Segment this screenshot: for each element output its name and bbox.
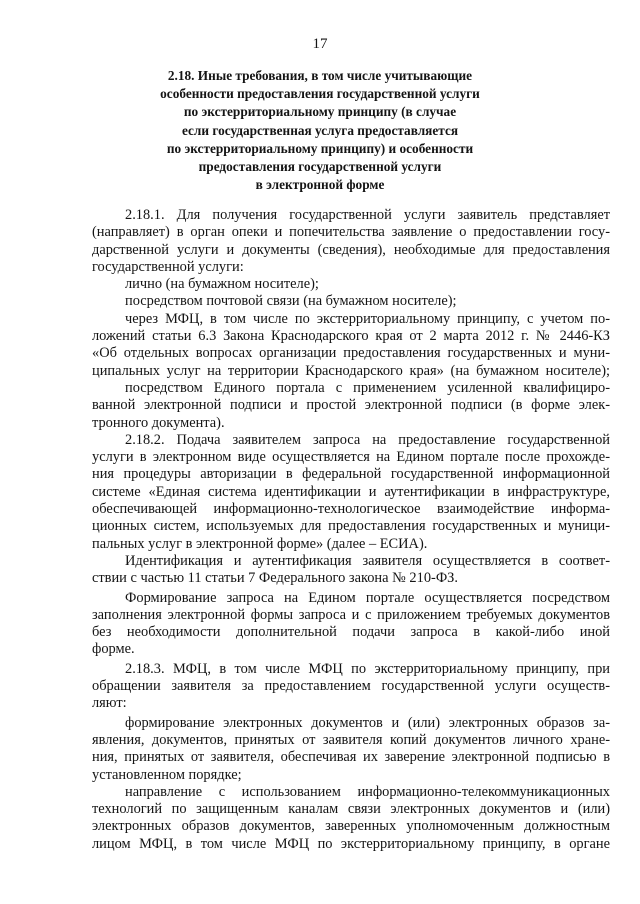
text-line: системе «Единая система идентификации и аутентификации в инфраструктуре,	[92, 483, 610, 500]
section-heading	[60, 67, 580, 194]
heading-line: 2.18. Иные требования, в том числе учитывающие	[167, 68, 473, 83]
text-line: ционных систем, используемых для предоставления государственных и муници-	[92, 518, 610, 535]
text-line: заполнения электронной формы запроса и с приложением требуемых документов	[92, 606, 610, 623]
text-line: дарственной услуги и документы (сведения), необходимые для предоставления	[92, 241, 610, 258]
text-line: посредством Единого портала с применением усиленной квалифициро-	[125, 379, 610, 396]
body-text	[92, 207, 610, 853]
text-line: ложений статьи 6.3 Закона Краснодарского края от 2 марта 2012 г. № 2446-КЗ	[92, 328, 610, 345]
text-line: 2.18.3. МФЦ, в том числе МФЦ по экстерриториальному принципу, при	[125, 660, 610, 677]
heading-line: если государственная услуга предоставляется	[181, 122, 459, 138]
heading-line: особенности предоставления государственной услуги	[160, 86, 480, 102]
heading-line: в электронной форме	[255, 177, 385, 193]
text-line: установленном порядке;	[92, 766, 242, 783]
text-line: формирование электронных документов и (или) электронных образов за-	[125, 714, 610, 731]
text-line: обеспечивающей информационно-технологическое взаимодействие информа-	[92, 501, 610, 518]
text-line: через МФЦ, в том числе по экстерриториальному принципу, с учетом по-	[125, 310, 610, 327]
heading-line: предоставления государственной услуги	[198, 159, 442, 175]
text-line: (направляет) в орган опеки и попечительства заявление о предоставлении госу-	[92, 224, 610, 241]
text-line: ванной электронной подписи и простой электронной подписи (в форме элек-	[92, 397, 610, 414]
text-line: ципальных услуг на территории Краснодарского края» (на бумажном носителе);	[92, 362, 610, 379]
text-line: лицом МФЦ, в том числе МФЦ по экстерриториальному принципу, в органе	[92, 835, 610, 852]
text-line: «Об отдельных вопросах организации предоставления государственных и муни-	[92, 345, 610, 362]
text-line: ния процедуры авторизации в федеральной государственной информационной	[92, 466, 610, 483]
text-line: тронного документа).	[92, 414, 225, 431]
text-line: Формирование запроса на Едином портале осуществляется посредством	[125, 589, 610, 606]
text-line: государственной услуги:	[92, 258, 244, 275]
heading-line: по экстерриториальному принципу (в случае	[183, 104, 457, 120]
heading-line: по экстерриториальному принципу) и особенности	[166, 140, 474, 156]
text-line: технологий по защищенным каналам связи электронных документов и (или)	[92, 801, 610, 818]
text-line: обращении заявителя за предоставлением государственной услуги осуществ-	[92, 678, 610, 695]
text-line: явления, документов, принятых от заявителя копий документов личного хране-	[92, 731, 610, 748]
text-line: 2.18.2. Подача заявителем запроса на предоставление государственной	[125, 431, 610, 448]
text-line: услуги в электронном виде осуществляется на Едином портале после прохожде-	[92, 449, 610, 466]
page-number: 17	[312, 36, 328, 52]
text-line: лично (на бумажном носителе);	[125, 276, 319, 293]
text-line: направление с использованием информационно-телекоммуникационных	[125, 783, 610, 800]
text-line: ния, принятых от заявителя, обеспечивая их заверение электронной подписью в	[92, 749, 610, 766]
text-line: Идентификация и аутентификация заявителя осуществляется в соответ-	[125, 552, 610, 569]
text-line: 2.18.1. Для получения государственной услуги заявитель представляет	[125, 207, 610, 223]
text-line: пальных услуг в электронной форме» (далее – ЕСИА).	[92, 535, 428, 552]
text-line: форме.	[92, 641, 135, 658]
text-line: без необходимости дополнительной подачи запроса в какой-либо иной	[92, 624, 610, 641]
text-line: электронных образов документов, заверенных уполномоченным должностным	[92, 818, 610, 835]
text-line: ствии с частью 11 статьи 7 Федерального закона № 210-ФЗ.	[92, 570, 458, 587]
text-line: ляют:	[92, 695, 127, 712]
text-line: посредством почтовой связи (на бумажном носителе);	[125, 293, 457, 310]
